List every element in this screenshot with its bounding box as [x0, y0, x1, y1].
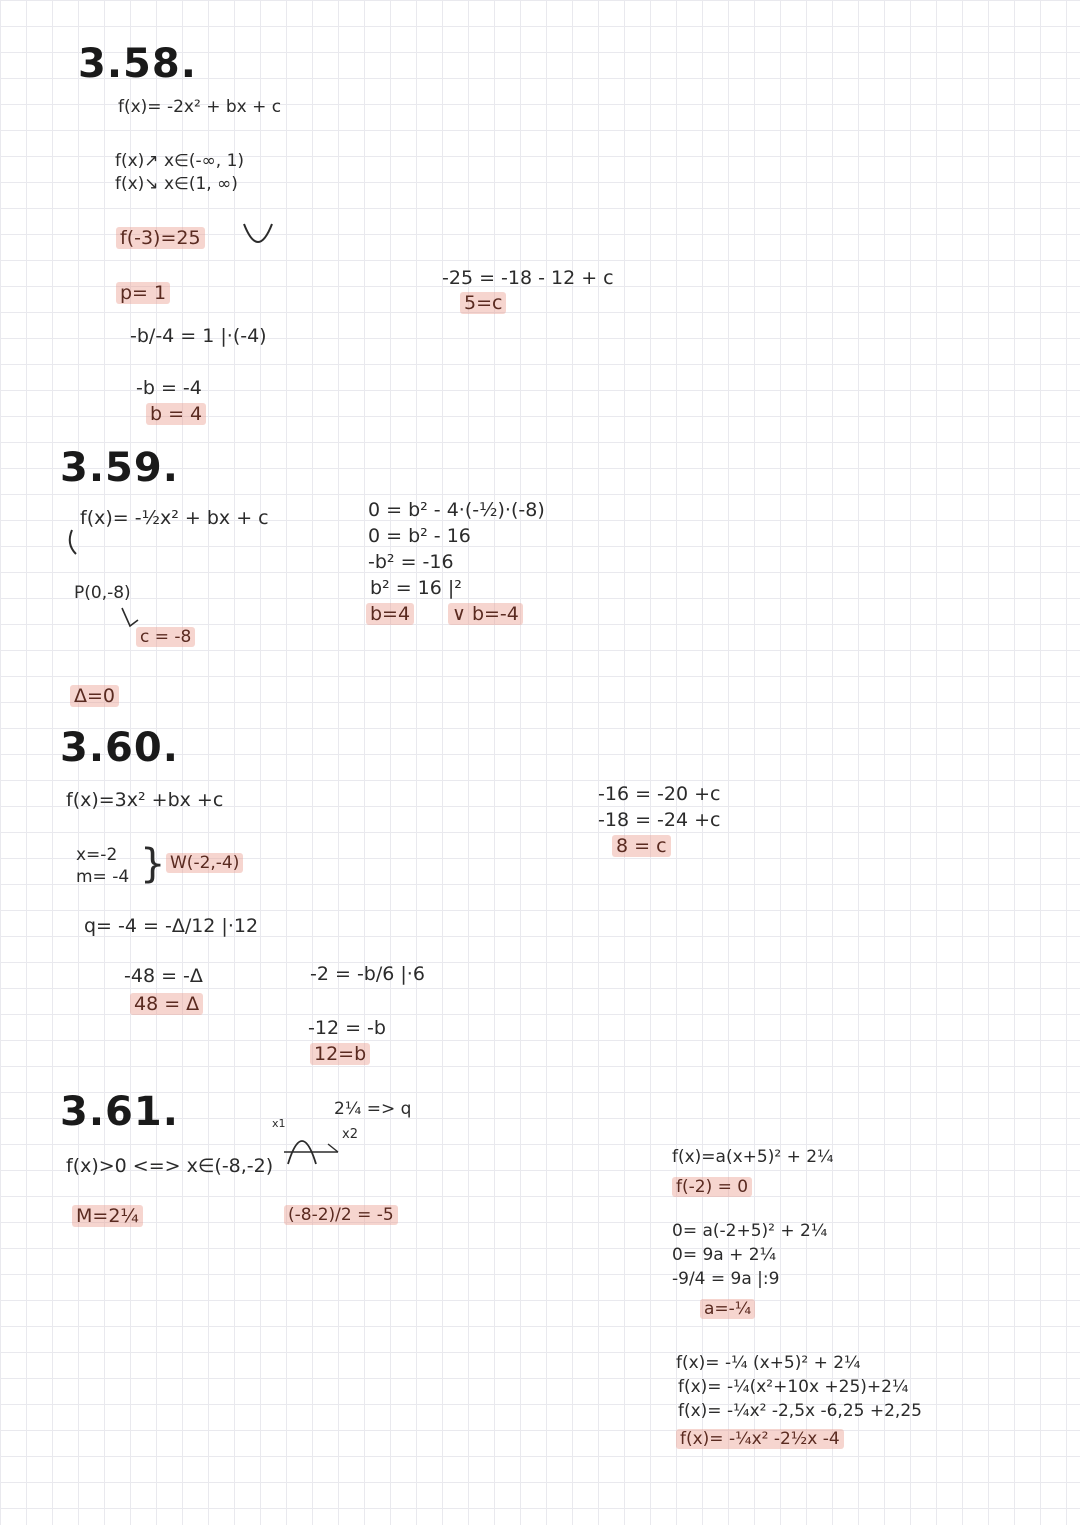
- p360-side-3: 8 = c: [612, 835, 671, 857]
- p358-line-2: f(x)↗ x∈(-∞, 1): [115, 151, 245, 171]
- p361-side-2: f(-2) = 0: [672, 1177, 752, 1197]
- p360-mid-1: -2 = -b/6 |·6: [310, 963, 425, 985]
- brace-icon: }: [140, 841, 166, 887]
- p360-line-7: 48 = Δ: [130, 993, 203, 1015]
- p359-side-1: 0 = b² - 4·(-½)·(-8): [368, 499, 545, 521]
- p361-side-5: -9/4 = 9a |:9: [672, 1269, 780, 1289]
- p359-line-1: f(x)= -½x² + bx + c: [80, 507, 269, 529]
- p359-side-3: -b² = -16: [368, 551, 454, 573]
- p360-line-4: W(-2,-4): [166, 853, 243, 873]
- p358-line-8: b = 4: [146, 403, 206, 425]
- p360-mid-3: 12=b: [310, 1043, 370, 1065]
- problem-358-heading: 3.58.: [78, 41, 197, 87]
- p360-line-3: m= -4: [76, 867, 130, 887]
- parabola-sketch-icon: [282, 1122, 342, 1168]
- p360-line-1: f(x)=3x² +bx +c: [66, 789, 224, 811]
- p359-line-4: Δ=0: [70, 685, 119, 707]
- p358-line-3: f(x)↘ x∈(1, ∞): [115, 174, 238, 194]
- p361-side-1: f(x)=a(x+5)² + 2¼: [672, 1147, 834, 1167]
- p361-side-9: f(x)= -¼x² -2,5x -6,25 +2,25: [678, 1401, 922, 1421]
- p359-line-2: P(0,-8): [74, 583, 131, 603]
- p361-mid-4: (-8-2)/2 = -5: [284, 1205, 398, 1225]
- p361-side-6: a=-¼: [700, 1299, 755, 1319]
- parabola-down-icon: [240, 220, 276, 250]
- p361-mid-1: 2¼ => q: [334, 1099, 412, 1119]
- p361-side-7: f(x)= -¼ (x+5)² + 2¼: [676, 1353, 861, 1373]
- p361-mid-3: x2: [342, 1127, 358, 1142]
- problem-361-heading: 3.61.: [60, 1089, 179, 1135]
- problem-360-heading: 3.60.: [60, 725, 179, 771]
- p358-line-4: f(-3)=25: [116, 227, 205, 249]
- p359-side-2: 0 = b² - 16: [368, 525, 471, 547]
- p361-side-8: f(x)= -¼(x²+10x +25)+2¼: [678, 1377, 909, 1397]
- p361-side-4: 0= 9a + 2¼: [672, 1245, 777, 1265]
- p359-side-5: b=4: [366, 603, 414, 625]
- p360-line-5: q= -4 = -Δ/12 |·12: [84, 915, 259, 937]
- p360-side-2: -18 = -24 +c: [598, 809, 721, 831]
- p361-line-1: f(x)>0 <=> x∈(-8,-2): [66, 1155, 274, 1177]
- p358-side-2: 5=c: [460, 292, 506, 314]
- arrow-icon: [62, 528, 82, 558]
- p361-side-10: f(x)= -¼x² -2½x -4: [676, 1429, 844, 1449]
- p361-side-3: 0= a(-2+5)² + 2¼: [672, 1221, 828, 1241]
- p359-line-3: c = -8: [136, 627, 195, 647]
- p360-line-6: -48 = -Δ: [124, 965, 203, 987]
- p360-side-1: -16 = -20 +c: [598, 783, 721, 805]
- problem-359-heading: 3.59.: [60, 445, 179, 491]
- p358-line-5: p= 1: [116, 282, 170, 304]
- p358-line-7: -b = -4: [136, 377, 202, 399]
- p358-side-1: -25 = -18 - 12 + c: [442, 267, 614, 289]
- p361-line-2: M=2¼: [72, 1205, 143, 1227]
- p360-mid-2: -12 = -b: [308, 1017, 386, 1039]
- p359-side-6: ∨ b=-4: [448, 603, 523, 625]
- p360-line-2: x=-2: [76, 845, 118, 865]
- p358-line-6: -b/-4 = 1 |·(-4): [130, 325, 267, 347]
- p359-side-4: b² = 16 |²: [370, 577, 462, 599]
- p361-mid-2: x1: [272, 1117, 286, 1130]
- p358-line-1: f(x)= -2x² + bx + c: [118, 97, 282, 117]
